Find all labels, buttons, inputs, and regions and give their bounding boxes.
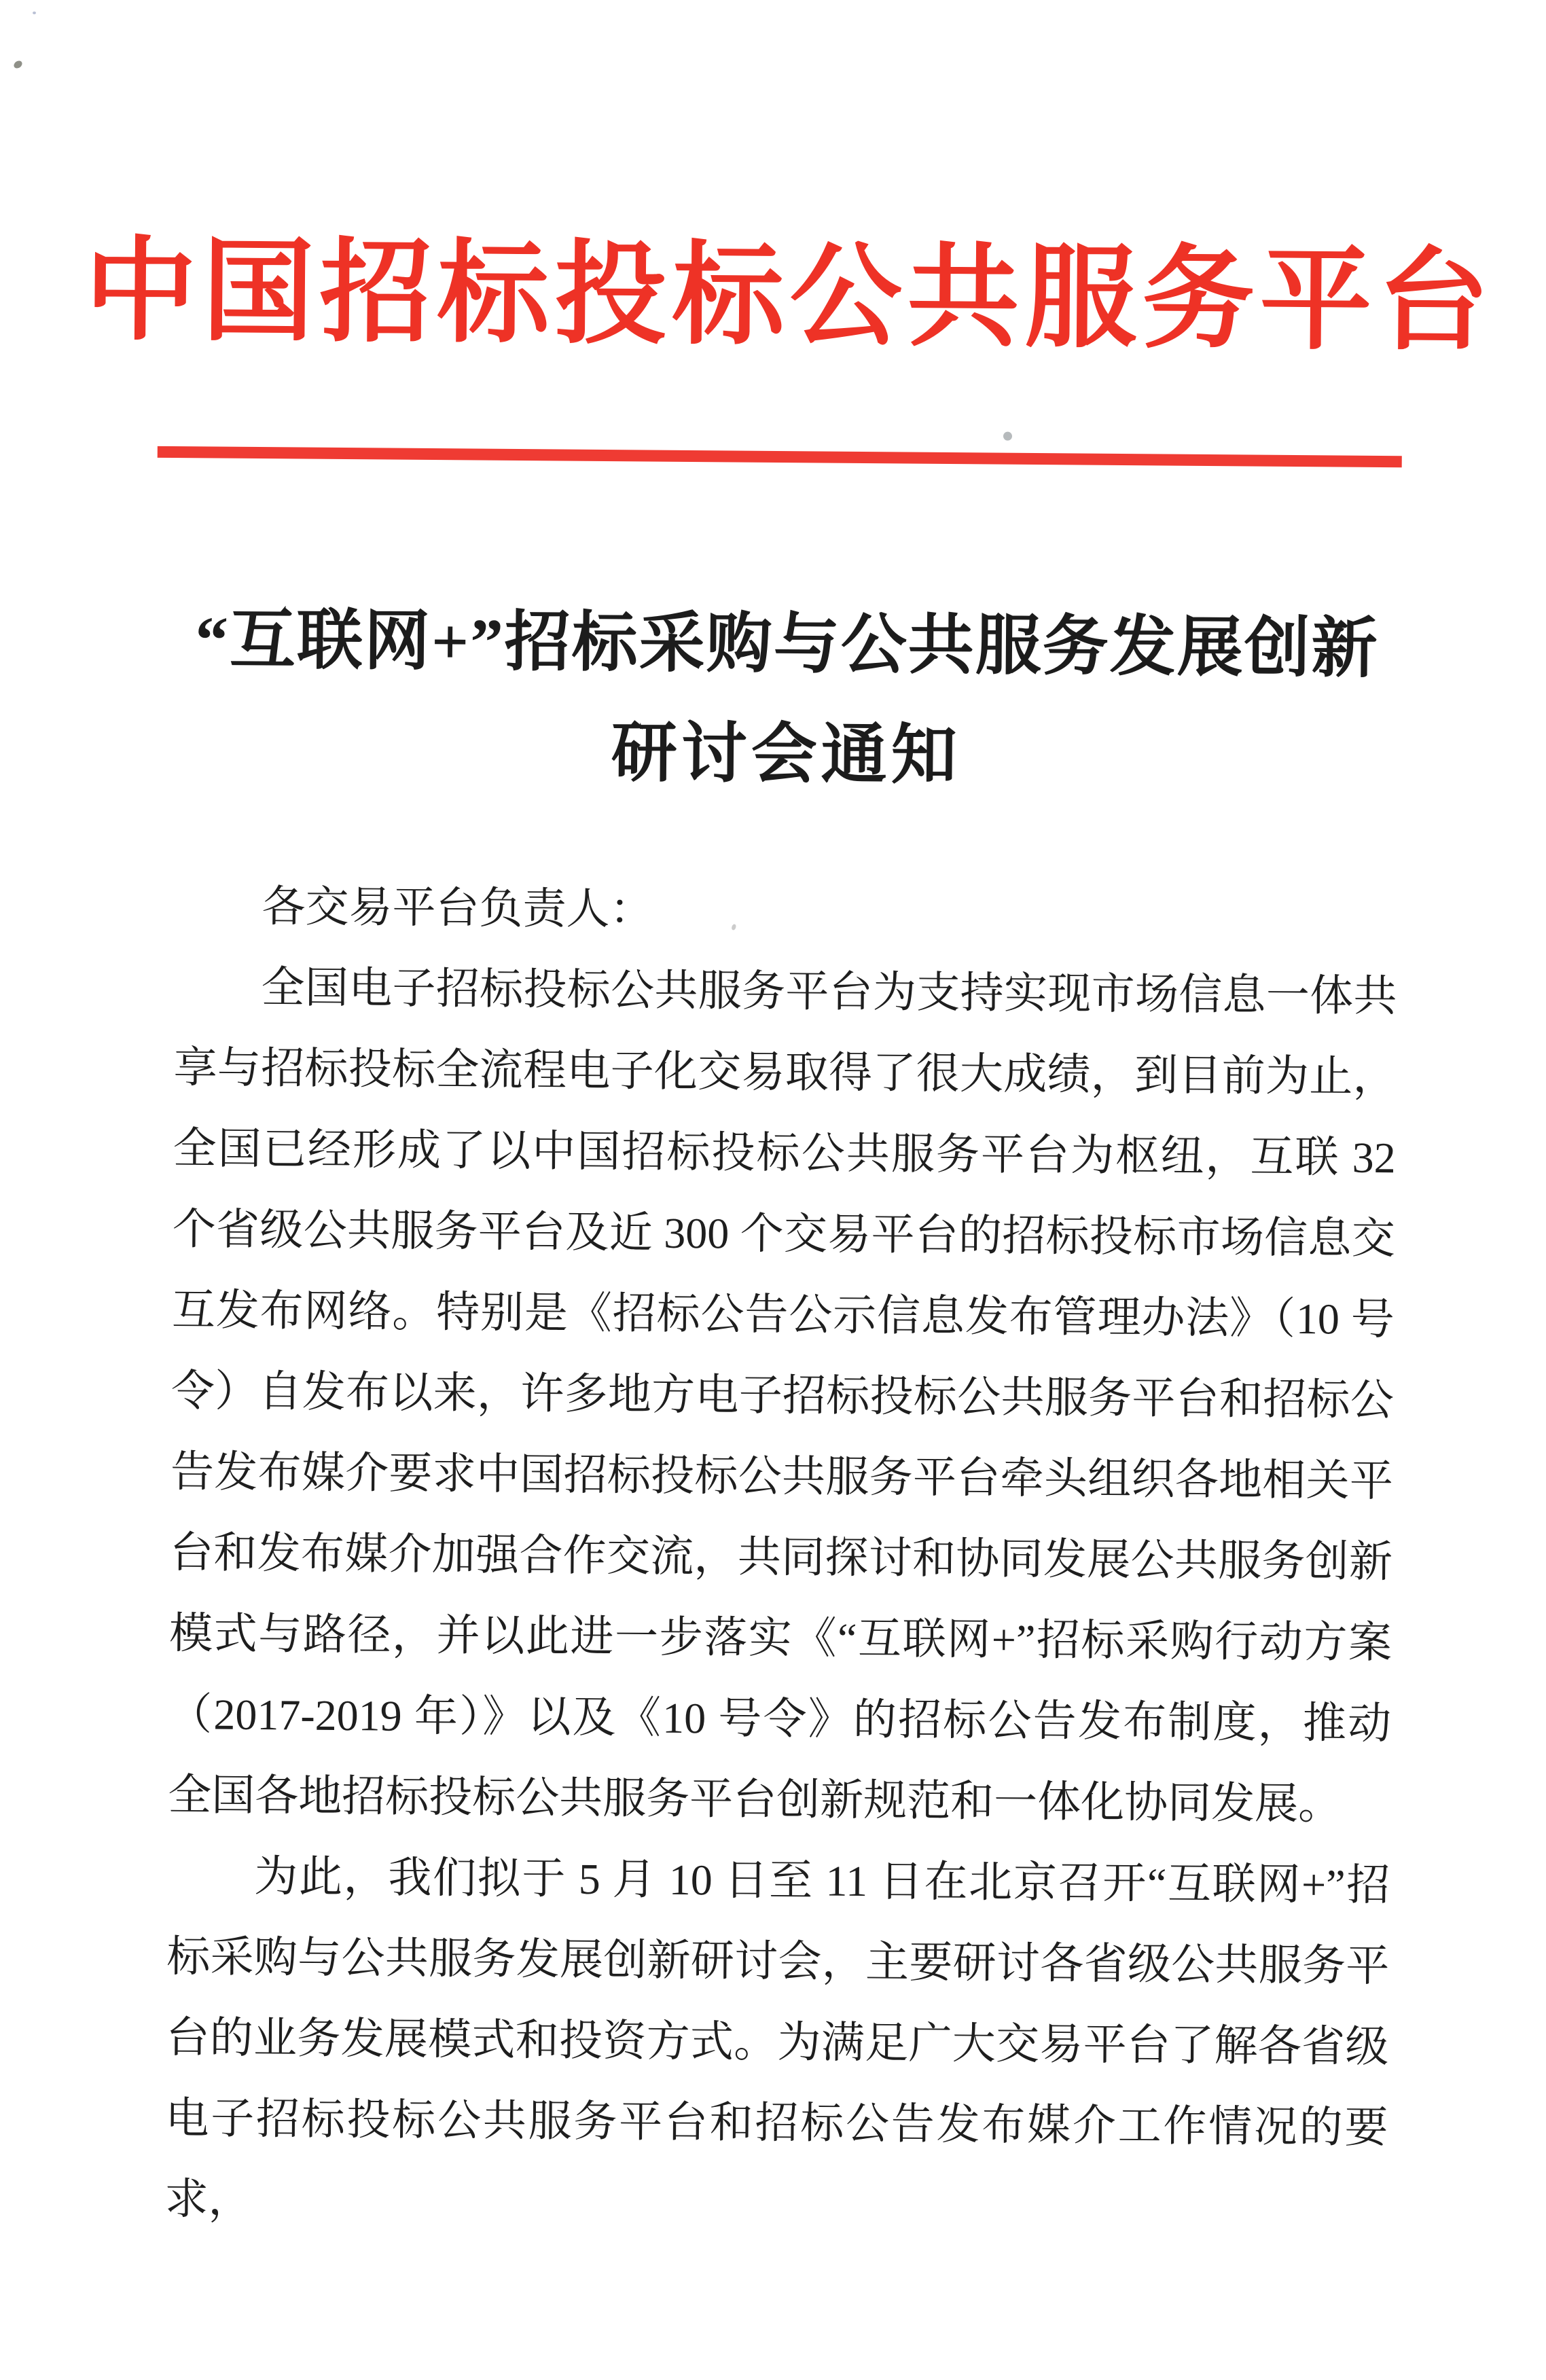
document-body: [164, 865, 1398, 2249]
letterhead-title: 中国招标投标公共服务平台: [84, 228, 1496, 365]
scan-dot-artifact: [1003, 432, 1012, 441]
letterhead-rule: [158, 446, 1402, 467]
document-title-line1: “互联网+”招标采购与公共服务发展创新: [195, 603, 1380, 685]
body-paragraph: 全国电子招标投标公共服务平台为支持实现市场信息一体共享与招标投标全流程电子化交易取得了很大成绩，到目前为止，全国已经形成了以中国招标投标公共服务平台为枢纽，互联 32 个省级公共服务平台及近 300 个交易平台的招标投标市场信息交互发布网络。特别是《招标公告公示信息发布管理办法》（10 号令）自发布以来，许多地方电子招标投标公共服务平台和招标公告发布媒介要求中国招标投标公共服务平台牵头组织各地相关平台和发布媒介加强合作交流，共同探讨和协同发展公共服务创新模式与路径，并以此进一步落实《“互联网+”招标采购行动方案（2017-2019 年）》以及《10 号令》的招标公告发布制度，推动全国各地招标投标公共服务平台创新规范和一体化协同发展。: [167, 963, 1397, 1828]
document-title: [13, 598, 1546, 801]
salutation-line: 各交易平台负责人：: [262, 882, 653, 934]
body-paragraph: 为此，我们拟于 5 月 10 日至 11 日在北京召开“互联网+”招标采购与公共服务发展创新研讨会，主要研讨各省级公共服务平台的业务发展模式和投资方式。为满足广大交易平台了解各省级电子招标投标公共服务平台和招标公告发布媒介工作情况的要求，: [164, 1852, 1390, 2224]
document-title-line2: 研讨会通知: [611, 717, 962, 793]
scan-speck-artifact: [33, 12, 36, 14]
